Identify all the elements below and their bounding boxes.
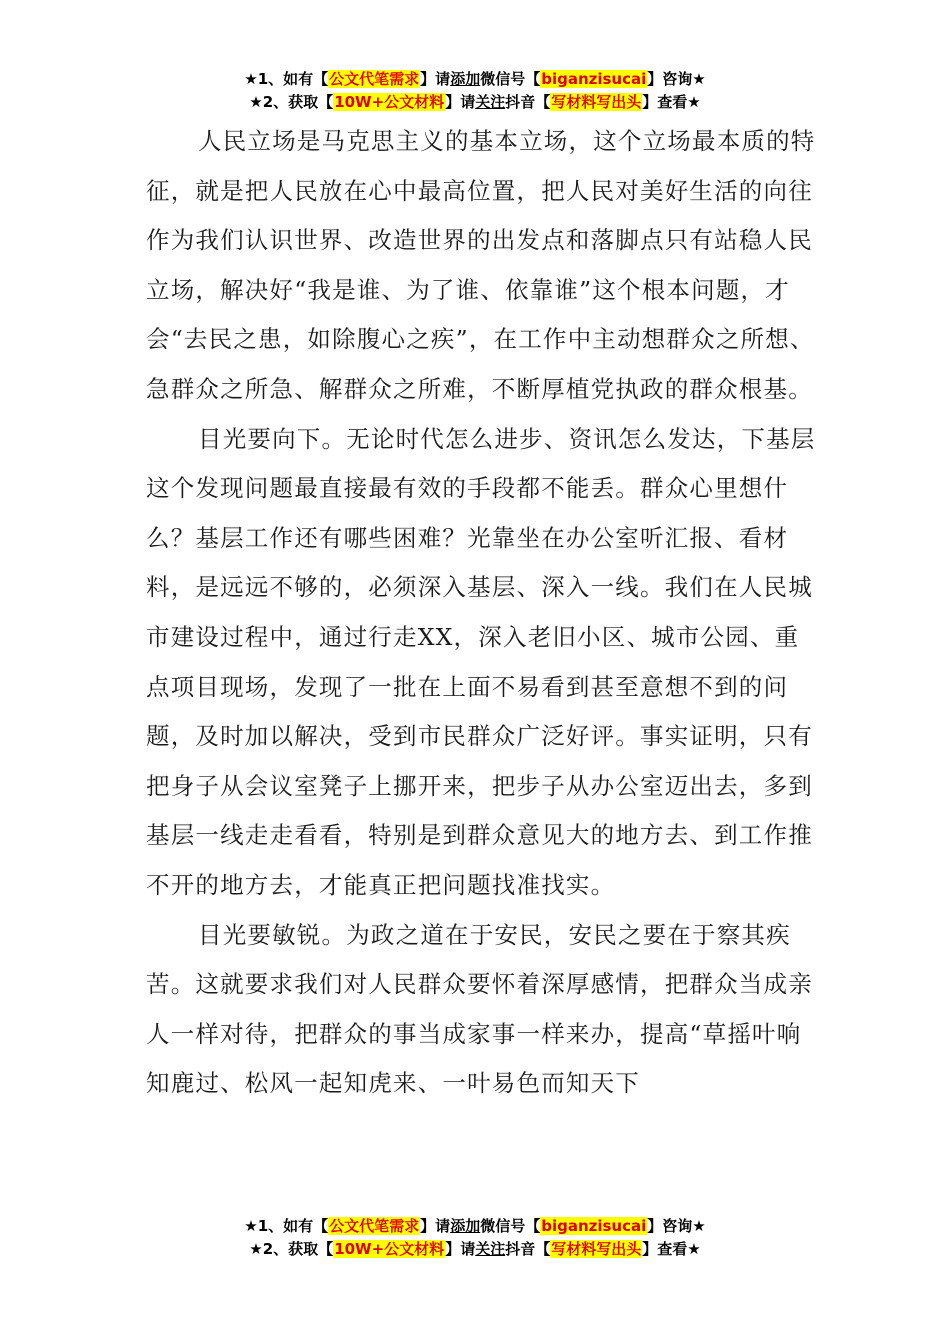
paragraph-look-downward: 目光要向下。无论时代怎么进步、资讯怎么发达，下基层这个发现问题最直接最有效的手段都不能丢。群众心里想什么？基层工作还有哪些困难？光靠坐在办公室听汇报、看材料，是远远不够的，必须深入基层、深入一线。我们在人民城市建设过程中，通过行走XX，深入老旧小区、城市公园、重点项目现场，发现了一批在上面不易看到甚至意想不到的问题，及时加以解决，受到市民群众广泛好评。事实证明，只有把身子从会议室凳子上挪开来，把步子从办公室迈出去，多到基层一线走走看看，特别是到群众意见大的地方去、到工作推不开的地方去，才能真正把问题找准找实。 — [146, 424, 816, 899]
footer-banner — [0, 1215, 950, 1261]
highlight-wechat-id: biganzisucai — [541, 1217, 647, 1235]
banner-text: 】查看★ — [642, 1240, 701, 1258]
banner-text: ★2、获取【 — [249, 1240, 334, 1258]
paragraph-people-stance: 人民立场是马克思主义的基本立场，这个立场最本质的特征，就是把人民放在心中最高位置，把人民对美好生活的向往作为我们认识世界、改造世界的出发点和落脚点只有站稳人民立场，解决好“我是谁、为了谁、依靠谁”这个根本问题，才会“去民之患，如除腹心之疾”，在工作中主动想群众之所想、急群众之所急、解群众之所难，不断厚植党执政的群众根基。 — [146, 127, 816, 403]
paragraph-look-sharp: 目光要敏锐。为政之道在于安民，安民之要在于察其疾苦。这就要求我们对人民群众要怀着深厚感情，把群众当成亲人一样对待，把群众的事当成家事一样来办，提高“草摇叶响知鹿过、松风一起知虎来、一叶易色而知天下 — [146, 920, 813, 1098]
highlight-douyin-account: 写材料写出头 — [551, 93, 642, 111]
highlight-materials: 10W+公文材料 — [334, 93, 445, 111]
banner-text: 】请 — [420, 1217, 451, 1235]
banner-text: 】请 — [445, 93, 476, 111]
banner-text: 】请 — [420, 70, 451, 88]
banner-text: 】查看★ — [642, 93, 701, 111]
header-banner — [0, 68, 950, 114]
banner-text: 微信号【 — [480, 1217, 541, 1235]
banner-line-2 — [0, 91, 950, 114]
banner-underlined-text: 添加 — [450, 1217, 481, 1235]
highlight-service: 公文代笔需求 — [329, 70, 420, 88]
banner-line-2 — [0, 1238, 950, 1261]
banner-text: 微信号【 — [480, 70, 541, 88]
banner-text: ★2、获取【 — [249, 93, 334, 111]
document-body — [146, 117, 816, 1109]
banner-underlined-text: 关注 — [475, 93, 506, 111]
banner-text: ★1、如有【 — [244, 70, 329, 88]
banner-underlined-text: 关注 — [475, 1240, 506, 1258]
highlight-materials: 10W+公文材料 — [334, 1240, 445, 1258]
banner-text: 】请 — [445, 1240, 476, 1258]
highlight-wechat-id: biganzisucai — [541, 70, 647, 88]
banner-text: 抖音【 — [505, 1240, 551, 1258]
highlight-douyin-account: 写材料写出头 — [551, 1240, 642, 1258]
banner-underlined-text: 添加 — [450, 70, 481, 88]
banner-line-1 — [0, 1215, 950, 1238]
banner-text: 】咨询★ — [647, 70, 706, 88]
banner-text: 抖音【 — [505, 93, 551, 111]
banner-line-1 — [0, 68, 950, 91]
highlight-service: 公文代笔需求 — [329, 1217, 420, 1235]
banner-text: 】咨询★ — [647, 1217, 706, 1235]
banner-text: ★1、如有【 — [244, 1217, 329, 1235]
